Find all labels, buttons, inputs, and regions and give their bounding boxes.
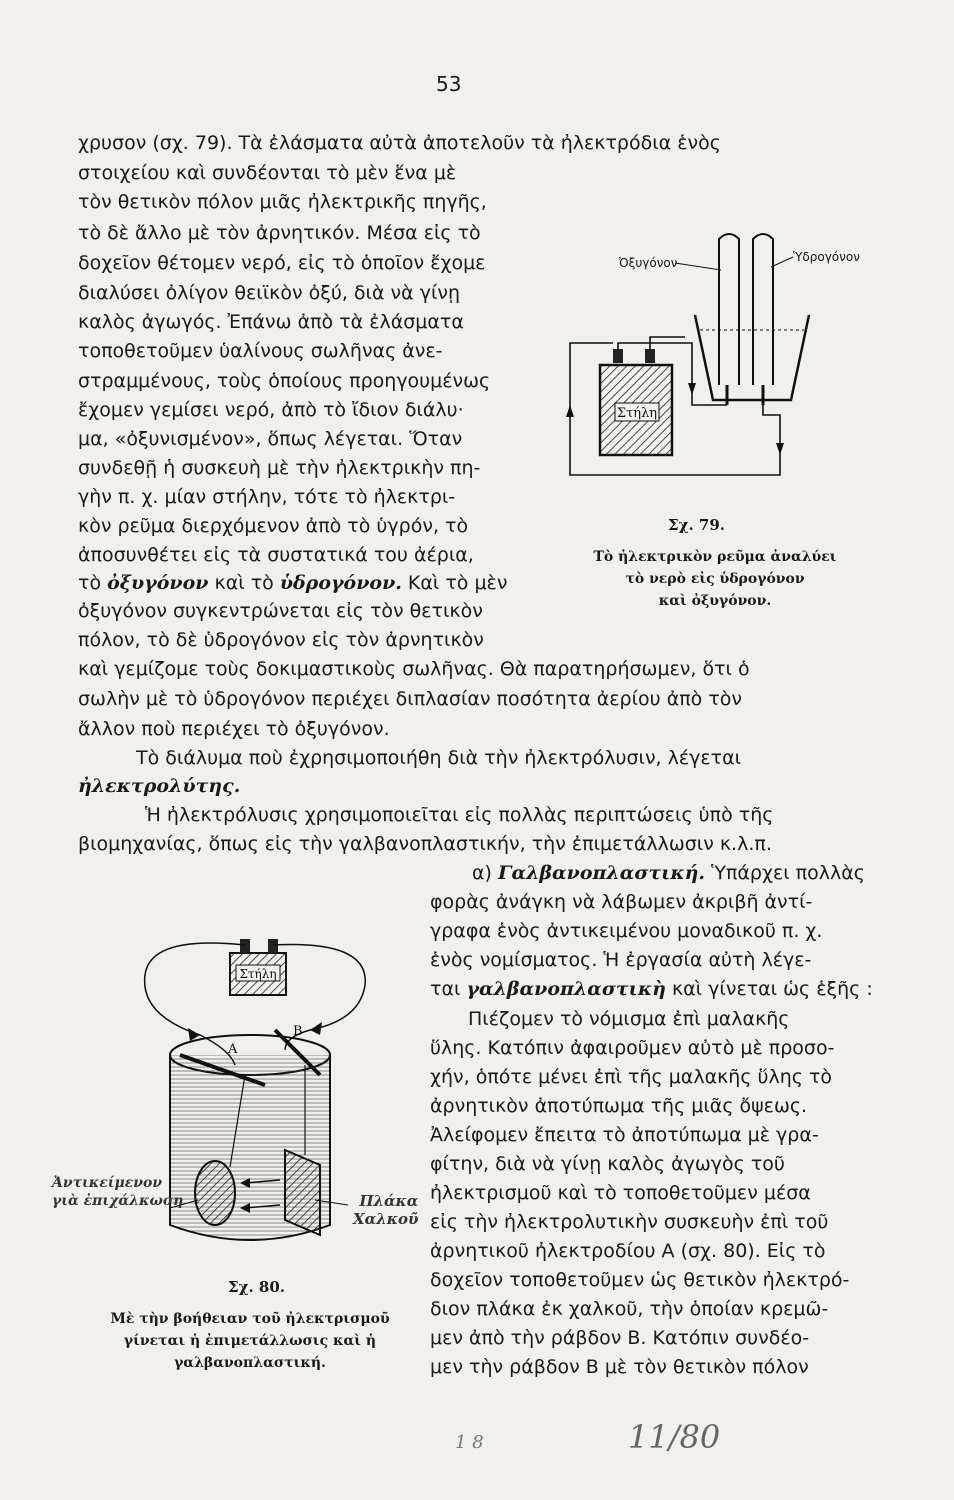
label-oxygen: Ὀξυγόνον [619,256,678,270]
text-line: χρυσον (σχ. 79). Τὰ ἐλάσματα αὐτὰ ἀποτελοῦν τὰ ἠλεκτρόδια ἑνὸς [78,132,721,154]
text-line: ἠλεκτρισμοῦ καὶ τὸ τοποθετοῦμεν μέσα [430,1182,811,1204]
caption-line: καὶ ὀξυγόνον. [658,593,772,609]
caption-line: γαλβανοπλαστική. [174,1355,326,1371]
text-span: ται [430,978,467,1000]
figure-79-electrolysis [555,225,875,500]
text-line: φίτην, διὰ νὰ γίνῃ καλὸς ἀγωγὸς τοῦ [430,1153,785,1175]
page-number: 53 [436,72,462,96]
text-line: ὕλης. Κατόπιν ἀφαιροῦμεν αὐτὸ μὲ προσο- [430,1037,835,1059]
text-line: δοχεῖον θέτομεν νερό, εἰς τὸ ὁποῖον ἔχομε [78,252,486,274]
battery-terminal-left [240,939,250,953]
current-arrow-down [776,443,784,455]
term-hydrogen: ὑδρογόνον. [279,572,402,594]
text-line: δοχεῖον τοποθετοῦμεν ὡς θετικὸν ἠλεκτρό- [430,1269,850,1291]
oxygen-test-tube [719,234,739,385]
battery-terminal-positive [645,349,655,363]
text-line: βιομηχανίας, ὅπως εἰς τὴν γαλβανοπλαστικήν, τὴν ἐπιμετάλλωσιν κ.λ.π. [78,833,772,855]
figure-80-caption [70,1308,430,1374]
caption-line: γίνεται ἡ ἐπιμετάλλωσις καὶ ἡ [123,1333,377,1349]
label-copper-plate [353,1192,418,1228]
text-line: στοιχείου καὶ συνδέονται τὸ μὲν ἕνα μὲ [78,162,457,184]
text-span: α) [472,862,498,884]
text-line-galv [430,976,873,1002]
figure-79-caption [555,546,875,612]
text-line: διαλύσει ὀλίγον θειϊκὸν ὀξύ, διὰ νὰ γίνῃ [78,282,461,304]
text-line: στραμμένους, τοὺς ὁποίους προηγουμένως [78,370,491,392]
handwritten-mark-left: 1 8 [455,1432,484,1453]
text-span: καὶ τὸ [208,572,280,594]
text-line: μεν τὴν ράβδον Β μὲ τὸν θετικὸν πόλον [430,1356,809,1378]
label-line: Ἀντικείμενον [52,1175,163,1191]
term-electrolyte-text: ἠλεκτρολύτης. [78,775,241,797]
text-line: ὀξυγόνον συγκεντρώνεται εἰς τὸν θετικὸν [78,600,483,622]
oxygen-pointer [675,263,721,270]
label-hydrogen: Ὑδρογόνον [793,250,860,264]
text-line: ἄλλον ποὺ περιέχει τὸ ὀξυγόνον. [78,718,390,740]
label-line: Πλάκα [359,1192,419,1210]
caption-line: Τὸ ἠλεκτρικὸν ρεῦμα ἀναλύει [593,549,837,565]
text-line: τοποθετοῦμεν ὑαλίνους σωλῆνας ἀνε- [78,340,443,362]
handwritten-mark-right: 11/80 [628,1418,721,1456]
battery-terminal-negative [613,349,623,363]
hydrogen-test-tube [753,234,773,385]
text-line: καλὸς ἀγωγός. Ἐπάνω ἀπὸ τὰ ἐλάσματα [78,311,464,333]
hydrogen-pointer [771,257,793,267]
text-span: Ὑπάρχει πολλὰς [705,862,865,884]
text-line: ἀρνητικὸν ἀποτύπωμα τῆς μιᾶς ὄψεως. [430,1095,808,1117]
text-line: ἀποσυνθέτει εἰς τὰ συστατικά του ἀέρια, [78,544,474,566]
section-a-heading [472,860,865,886]
arrow-B [310,1022,322,1035]
text-line: γὴν π. χ. μίαν στήλην, τότε τὸ ἠλεκτρι- [78,486,456,508]
text-line: γραφα ἑνὸς ἀντικειμένου μοναδικοῦ π. χ. [430,920,823,942]
text-line: Πιέζομεν τὸ νόμισμα ἐπὶ μαλακῆς [468,1008,790,1030]
text-line: καὶ γεμίζομε τοὺς δοκιμαστικοὺς σωλῆνας. Θὰ παρατηρήσωμεν, ὅτι ὁ [78,658,750,680]
current-arrow-mid [688,383,696,395]
term-electrolyte [78,773,240,799]
text-line: σωλὴν μὲ τὸ ὑδρογόνον περιέχει διπλασίαν ποσότητα ἀερίου ἀπὸ τὸν [78,688,743,710]
text-line: μα, «ὀξυνισμένον», ὅπως λέγεται. Ὅταν [78,428,463,450]
text-line: κὸν ρεῦμα διερχόμενον ἀπὸ τὸ ὑγρόν, τὸ [78,515,469,537]
text-line: μεν ἀπὸ τὴν ράβδον Β. Κατόπιν συνδέο- [430,1327,810,1349]
text-line: τὸ δὲ ἄλλο μὲ τὸν ἀρνητικόν. Μέσα εἰς τὸ [78,222,481,244]
text-line: Τὸ διάλυμα ποὺ ἐχρησιμοποιήθη διὰ τὴν ἠλεκτρόλυσιν, λέγεται [136,747,742,769]
battery-terminal-right [268,939,278,953]
label-B: Β [293,1024,303,1039]
figure-79-number: Σχ. 79. [668,516,726,534]
label-line: Χαλκοῦ [353,1210,419,1228]
text-span: Καὶ τὸ μὲν [401,572,508,594]
text-line: πόλον, τὸ δὲ ὑδρογόνον εἰς τὸν ἀρνητικὸν [78,629,484,651]
text-line: συνδεθῇ ἡ συσκευὴ μὲ τὴν ἠλεκτρικὴν πη- [78,457,481,479]
term-galvanoplasty: Γαλβανοπλαστική. [497,862,706,884]
text-line: εἰς τὴν ἠλεκτρολυτικὴν συσκευὴν ἐπὶ τοῦ [430,1211,829,1233]
text-line-oxygen [78,570,507,596]
battery-label: Στήλη [239,967,277,981]
label-line: γιὰ ἐπιχάλκωση [52,1193,184,1209]
text-line: Ἡ ἠλεκτρόλυσις χρησιμοποιεῖται εἰς πολλὰς περιπτώσεις ὑπὸ τῆς [145,804,774,826]
copper-plate [285,1150,320,1235]
text-line: φορὰς ἀνάγκη νὰ λάβωμεν ἀκριβῆ ἀντί- [430,891,813,913]
text-span: τὸ [78,572,108,594]
text-line: τὸν θετικὸν πόλον μιᾶς ἠλεκτρικῆς πηγῆς, [78,191,487,213]
text-line: χήν, ὁπότε μένει ἐπὶ τῆς μαλακῆς ὕλης τὸ [430,1066,833,1088]
text-line: ἑνὸς νομίσματος. Ἡ ἐργασία αὐτὴ λέγε- [430,949,812,971]
text-span: καὶ γίνεται ὡς ἑξῆς : [665,978,873,1000]
caption-line: τὸ νερὸ εἰς ὑδρογόνον [625,571,805,587]
text-line: ἀρνητικοῦ ἠλεκτροδίου Α (σχ. 80). Εἰς τὸ [430,1240,826,1262]
figure-80-number: Σχ. 80. [228,1278,286,1296]
term-oxygen: ὀξυγόνον [107,572,209,594]
object-to-plate [195,1161,235,1225]
term-galvanoplastic: γαλβανοπλαστικὴ [466,978,666,1000]
label-A: Α [228,1042,238,1057]
current-arrow-up [566,405,574,417]
text-line: διον πλάκα ἐκ χαλκοῦ, τὴν ὁποίαν κρεμῶ- [430,1298,829,1320]
label-object-to-plate [52,1174,183,1210]
caption-line: Μὲ τὴν βοήθειαν τοῦ ἠλεκτρισμοῦ [110,1311,390,1327]
text-line: ἔχομεν γεμίσει νερό, ἀπὸ τὸ ἴδιον διάλυ· [78,399,464,421]
text-line: Ἀλείφομεν ἔπειτα τὸ ἀποτύπωμα μὲ γρα- [430,1124,819,1146]
battery-label: Στήλη [616,406,658,421]
